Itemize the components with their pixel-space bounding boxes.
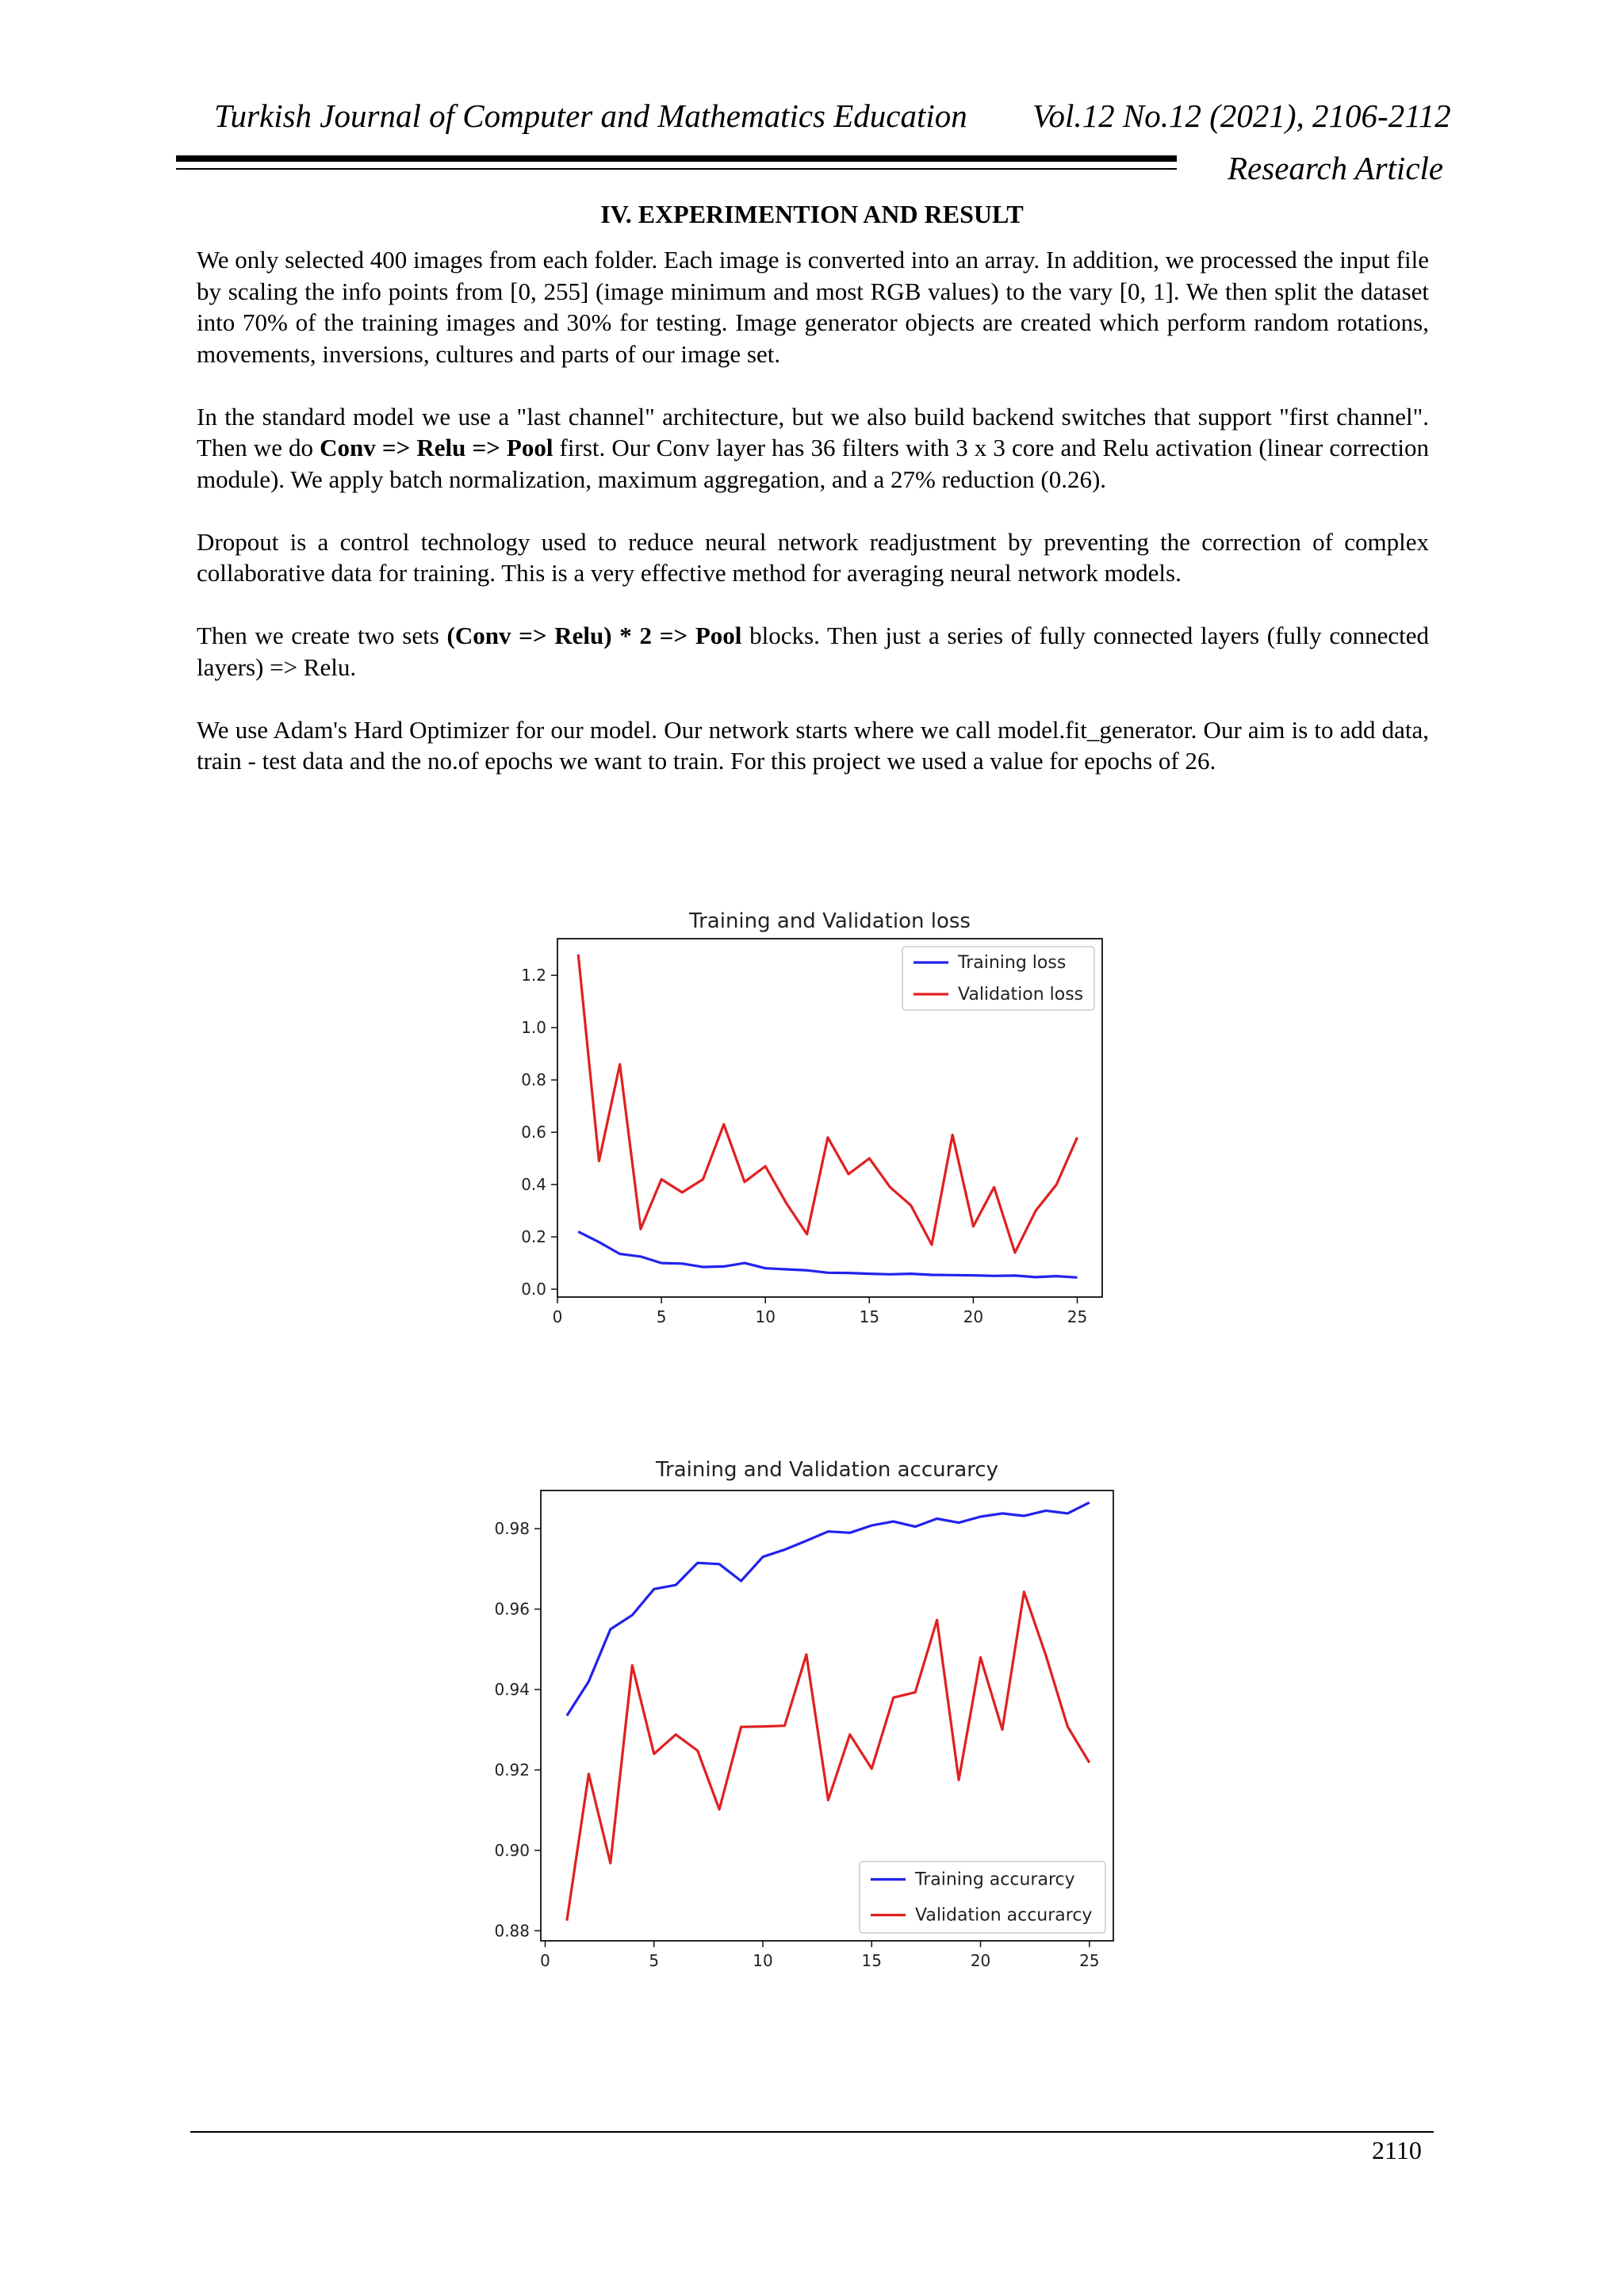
paragraph-4 [197,620,1429,683]
loss-y-tick-label: 0.8 [521,1070,546,1090]
loss-chart [476,904,1126,1348]
loss-x-tick-label: 0 [552,1307,563,1326]
acc-x-tick-label: 15 [861,1951,883,1970]
acc-legend-label-2: Validation accurarcy [915,1905,1093,1926]
acc-x-tick-label: 10 [753,1951,773,1970]
paragraph-2 [197,401,1429,496]
header-rule-thin [176,168,1177,170]
body-text [197,244,1429,808]
acc-y-tick-label: 0.92 [494,1760,530,1780]
acc-chart-title: Training and Validation accurarcy [655,1458,999,1482]
paragraph-2-part-c: first. Our Conv layer has 36 filters with 3 x 3 core and Relu activation (linear correction module). We apply batch normalization, maximum aggregation, and a 27% reduction (0.26). [197,434,1429,493]
acc-y-tick-label: 0.90 [494,1840,530,1860]
section-heading: IV. EXPERIMENTION AND RESULT [600,200,1024,228]
accuracy-chart [476,1449,1126,1970]
acc-x-tick-label: 5 [649,1951,660,1970]
loss-y-tick-label: 1.2 [521,966,546,985]
loss-series-line-1 [578,1232,1077,1278]
loss-legend-label-1: Training loss [958,953,1067,973]
loss-x-tick-label: 20 [963,1307,984,1326]
acc-y-tick-label: 0.88 [494,1921,530,1941]
acc-x-tick-label: 0 [540,1951,550,1970]
loss-legend-label-2: Validation loss [958,985,1084,1004]
loss-chart-title: Training and Validation loss [689,909,971,933]
acc-legend-label-1: Training accurarcy [915,1869,1075,1890]
footer-rule [190,2131,1434,2133]
paragraph-3: Dropout is a control technology used to reduce neural network readjustment by preventing the correction of complex collaborative data for training. This is a very effective method for averaging neural network models. [197,527,1429,587]
loss-y-tick-label: 0.0 [521,1280,546,1299]
loss-x-tick-label: 25 [1067,1307,1088,1326]
acc-y-tick-label: 0.98 [494,1519,530,1539]
loss-y-tick-label: 0.2 [521,1227,546,1247]
acc-x-tick-label: 20 [970,1951,991,1970]
journal-title: Turkish Journal of Computer and Mathematics Education [214,98,967,134]
article-type: Research Article [1228,150,1444,186]
paragraph-2-part-a: In the standard model we use a "last channel" architecture, but we also build backend switches that support "first channel". Then we do [197,402,1429,461]
paragraph-5: We use Adam's Hard Optimizer for our model. Our network starts where we call model.fit_generator. Our aim is to add data, train - test data and the no.of epochs we want to train. For this project we used a value for epochs of 26. [197,715,1429,775]
paragraph-1: We only selected 400 images from each folder. Each image is converted into an array. In addition, we processed the input file by scaling the info points from [0, 255] (image minimum and most RGB values) to the vary [0, 1]. We then split the dataset into 70% of the training images and 30% for testing. Image generator objects are created which perform random rotations, movements, inversions, cultures and parts of our image set. [197,246,1429,368]
acc-y-tick-label: 0.94 [494,1680,530,1700]
loss-chart-svg [476,904,1126,1348]
accuracy-chart-svg [476,1449,1126,1970]
acc-y-tick-label: 0.96 [494,1599,530,1619]
journal-volume: Vol.12 No.12 (2021), 2106-2112 [1032,98,1451,134]
header-rule-thick [176,155,1177,162]
paragraph-2-bold: Conv => Relu => Pool [320,434,553,461]
paragraph-4-part-a: Then we create two sets [197,622,447,649]
loss-x-tick-label: 15 [859,1307,880,1326]
paragraph-4-part-c: blocks. Then just a series of fully connected layers (fully connected layers) => Relu. [197,622,1430,681]
loss-x-tick-label: 10 [755,1307,776,1326]
loss-y-tick-label: 1.0 [521,1018,546,1038]
page-number: 2110 [1372,2136,1422,2164]
loss-x-tick-label: 5 [656,1307,667,1326]
loss-y-tick-label: 0.4 [521,1175,546,1195]
loss-y-tick-label: 0.6 [521,1123,546,1142]
paragraph-4-bold: (Conv => Relu) * 2 => Pool [446,622,742,649]
acc-series-line-1 [567,1502,1090,1716]
acc-x-tick-label: 25 [1079,1951,1100,1970]
